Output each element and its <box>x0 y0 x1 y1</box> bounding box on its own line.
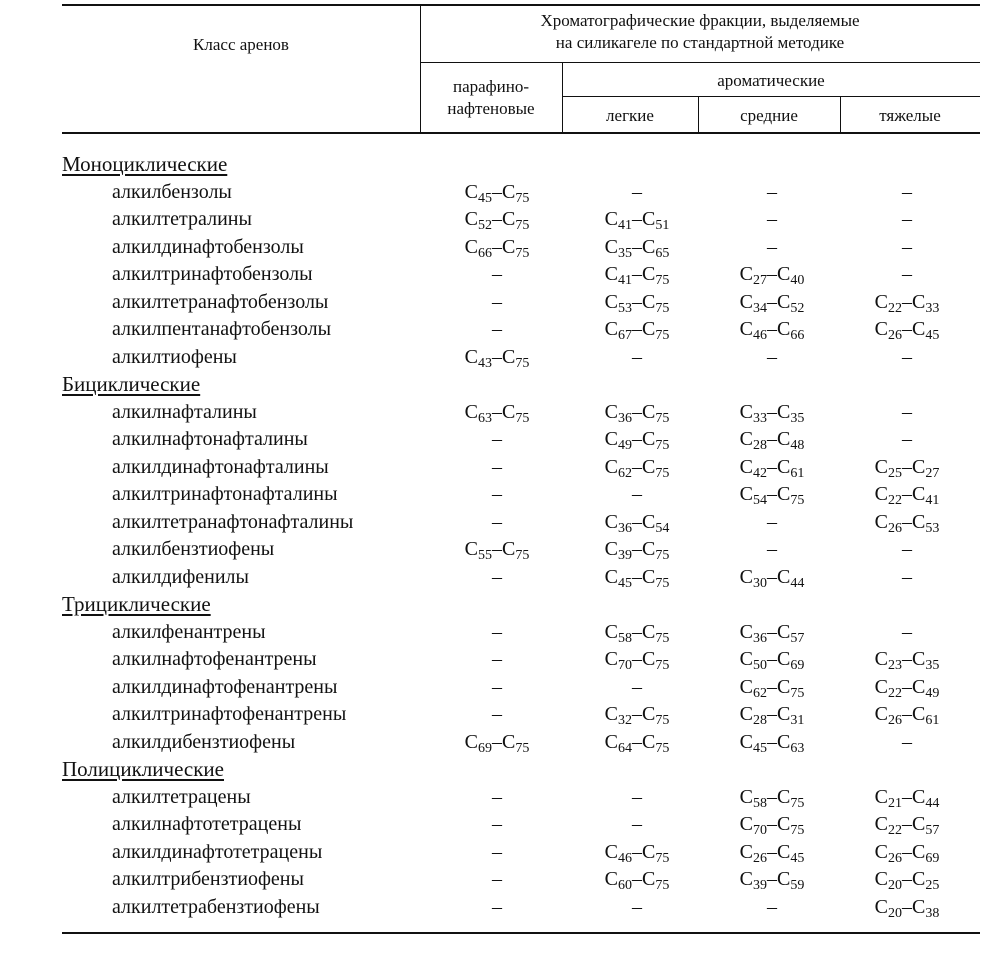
arenes-fraction-table <box>62 4 980 944</box>
table-row <box>62 646 980 673</box>
fraction-cell: – <box>632 895 642 918</box>
table-row <box>62 674 980 701</box>
fraction-cell: $C_{58}-C_{75}$ <box>739 785 805 811</box>
arene-class-name: алкилтетрацены <box>112 785 251 808</box>
fraction-cell: $C_{36}-C_{54}$ <box>604 510 670 536</box>
table-row <box>62 564 980 591</box>
arene-class-name: алкилфенантрены <box>112 620 266 643</box>
fraction-cell: – <box>492 840 502 863</box>
fraction-cell: – <box>492 785 502 808</box>
fraction-cell: $C_{26}-C_{45}$ <box>874 318 940 343</box>
fraction-cell: – <box>492 675 502 698</box>
fraction-cell: $C_{35}-C_{65}$ <box>604 235 670 261</box>
fraction-cell: – <box>767 345 777 368</box>
table-row <box>62 784 980 811</box>
fraction-cell: – <box>492 510 502 533</box>
fraction-cell: – <box>902 538 912 560</box>
table-row <box>62 399 980 426</box>
fraction-cell: $C_{22}-C_{41}$ <box>874 483 940 508</box>
fraction-cell: $C_{45}-C_{75}$ <box>464 180 530 206</box>
table-row <box>62 866 980 893</box>
group-title: Моноциклические <box>62 152 228 176</box>
fraction-cell: – <box>632 180 642 203</box>
fraction-cell: – <box>632 785 642 808</box>
table-row <box>62 234 980 261</box>
group-title: Трициклические <box>62 592 211 616</box>
arene-class-name: алкилнафтотетрацены <box>112 813 302 835</box>
table-row <box>62 179 980 206</box>
fraction-cell: – <box>492 483 502 505</box>
fraction-cell: – <box>902 730 912 753</box>
arene-class-name: алкилбензтиофены <box>112 538 275 560</box>
fraction-cell: – <box>492 565 502 588</box>
table-row <box>62 619 980 646</box>
table-row <box>62 344 980 371</box>
header-fractions-title-line2: на силикагеле по стандартной методике <box>555 33 845 52</box>
arene-class-name: алкилтетранафтобензолы <box>112 290 329 313</box>
header-paraffin-line2: нафтеновые <box>447 99 535 118</box>
arene-class-name: алкилнафталины <box>112 400 257 423</box>
fraction-cell: $C_{45}-C_{75}$ <box>604 565 670 591</box>
fraction-cell: $C_{28}-C_{48}$ <box>739 428 805 453</box>
fraction-cell: – <box>492 455 502 478</box>
fraction-cell: $C_{55}-C_{75}$ <box>464 538 530 563</box>
header-bottom-rule <box>62 132 980 134</box>
table-row <box>62 426 980 453</box>
table-row <box>62 206 980 233</box>
fraction-cell: $C_{50}-C_{69}$ <box>739 648 805 673</box>
fraction-cell: – <box>492 263 502 285</box>
fraction-cell: – <box>492 428 502 450</box>
header-paraffin-line1: парафино- <box>452 77 530 96</box>
fraction-cell: – <box>767 510 777 533</box>
arene-class-name: алкилдинафтобензолы <box>112 235 304 258</box>
group-title: Бициклические <box>62 372 201 396</box>
fraction-cell: – <box>492 620 502 643</box>
arene-class-name: алкилнафтонафталины <box>112 428 308 450</box>
fraction-cell: $C_{60}-C_{75}$ <box>604 868 670 893</box>
table-bottom-rule <box>62 932 980 934</box>
fraction-cell: – <box>902 345 912 368</box>
fraction-cell: $C_{69}-C_{75}$ <box>464 730 530 756</box>
fraction-cell: $C_{46}-C_{75}$ <box>604 840 670 866</box>
fraction-cell: – <box>632 813 642 835</box>
fraction-cell: – <box>767 235 777 258</box>
fraction-cell: $C_{26}-C_{69}$ <box>874 840 940 866</box>
fraction-cell: $C_{26}-C_{53}$ <box>874 510 940 536</box>
arene-class-name: алкилтетранафтонафталины <box>112 510 354 533</box>
fraction-cell: $C_{36}-C_{75}$ <box>604 400 670 426</box>
fraction-cell: – <box>767 895 777 918</box>
fraction-cell: – <box>632 675 642 698</box>
fraction-cell: $C_{21}-C_{44}$ <box>874 785 940 811</box>
fraction-cell: $C_{25}-C_{27}$ <box>874 455 940 481</box>
table-row <box>62 261 980 288</box>
fraction-cell: $C_{53}-C_{75}$ <box>604 290 670 316</box>
fraction-cell: – <box>492 290 502 313</box>
fraction-cell: $C_{46}-C_{66}$ <box>739 318 805 343</box>
fraction-cell: – <box>767 180 777 203</box>
fraction-cell: $C_{42}-C_{61}$ <box>739 455 805 481</box>
fraction-cell: $C_{52}-C_{75}$ <box>464 208 530 233</box>
fraction-cell: $C_{41}-C_{75}$ <box>604 263 670 288</box>
fraction-cell: – <box>902 428 912 450</box>
fraction-cell: $C_{33}-C_{35}$ <box>739 400 805 426</box>
fraction-cell: $C_{20}-C_{38}$ <box>874 895 940 921</box>
fraction-cell: – <box>902 263 912 285</box>
arene-class-name: алкилтетралины <box>112 208 252 230</box>
fraction-cell: $C_{20}-C_{25}$ <box>874 868 940 893</box>
fraction-cell: $C_{34}-C_{52}$ <box>739 290 805 316</box>
fraction-cell: – <box>492 703 502 725</box>
fraction-cell: $C_{62}-C_{75}$ <box>739 675 805 701</box>
fraction-cell: – <box>902 400 912 423</box>
arene-class-name: алкилпентанафтобензолы <box>112 318 332 340</box>
fraction-cell: $C_{58}-C_{75}$ <box>604 620 670 646</box>
header-medium: средние <box>740 106 798 125</box>
table-row <box>62 454 980 481</box>
arene-class-name: алкилтетрабензтиофены <box>112 895 320 918</box>
fraction-cell: $C_{70}-C_{75}$ <box>739 813 805 838</box>
fraction-cell: $C_{64}-C_{75}$ <box>604 730 670 756</box>
header-aromatic: ароматические <box>717 71 825 90</box>
table-row <box>62 729 980 756</box>
fraction-cell: $C_{27}-C_{40}$ <box>739 263 805 288</box>
arene-class-name: алкилдинафтонафталины <box>112 455 329 478</box>
fraction-cell: – <box>902 180 912 203</box>
fraction-cell: $C_{22}-C_{57}$ <box>874 813 940 838</box>
fraction-cell: – <box>492 868 502 890</box>
arene-class-name: алкилнафтофенантрены <box>112 648 317 670</box>
header-divider-horizontal <box>562 96 980 97</box>
arene-class-name: алкилтрибензтиофены <box>112 868 304 890</box>
fraction-cell: $C_{22}-C_{33}$ <box>874 290 940 316</box>
fraction-cell: $C_{32}-C_{75}$ <box>604 703 670 728</box>
arene-class-name: алкилдинафтофенантрены <box>112 675 338 698</box>
fraction-cell: – <box>767 538 777 560</box>
fraction-cell: $C_{66}-C_{75}$ <box>464 235 530 261</box>
fraction-cell: – <box>632 345 642 368</box>
fraction-cell: $C_{22}-C_{49}$ <box>874 675 940 701</box>
fraction-cell: – <box>492 318 502 340</box>
table-row <box>62 811 980 838</box>
table-row <box>62 289 980 316</box>
arene-class-name: алкилтринафтофенантрены <box>112 703 347 725</box>
fraction-cell: $C_{70}-C_{75}$ <box>604 648 670 673</box>
arene-class-name: алкилтринафтонафталины <box>112 483 338 505</box>
fraction-cell: $C_{23}-C_{35}$ <box>874 648 940 673</box>
header-class-label: Класс аренов <box>193 35 289 54</box>
fraction-cell: $C_{43}-C_{75}$ <box>464 345 530 371</box>
table-top-rule <box>62 4 980 6</box>
fraction-cell: $C_{39}-C_{59}$ <box>739 868 805 893</box>
table-row <box>62 839 980 866</box>
fraction-cell: $C_{36}-C_{57}$ <box>739 620 805 646</box>
table-row <box>62 509 980 536</box>
header-heavy: тяжелые <box>879 106 941 125</box>
header-paraffin <box>420 76 562 120</box>
fraction-cell: – <box>767 208 777 230</box>
fraction-cell: $C_{67}-C_{75}$ <box>604 318 670 343</box>
fraction-cell: $C_{26}-C_{61}$ <box>874 703 940 728</box>
fraction-cell: $C_{62}-C_{75}$ <box>604 455 670 481</box>
fraction-cell: – <box>492 895 502 918</box>
fraction-cell: – <box>902 235 912 258</box>
fraction-cell: $C_{28}-C_{31}$ <box>739 703 805 728</box>
fraction-cell: $C_{39}-C_{75}$ <box>604 538 670 563</box>
fraction-cell: – <box>632 483 642 505</box>
fraction-cell: – <box>902 620 912 643</box>
arene-class-name: алкилбензолы <box>112 180 232 203</box>
arene-class-name: алкилдинафтотетрацены <box>112 840 323 863</box>
fraction-cell: $C_{63}-C_{75}$ <box>464 400 530 426</box>
arene-class-name: алкилтринафтобензолы <box>112 263 313 285</box>
table-row <box>62 701 980 728</box>
arene-class-name: алкилдифенилы <box>112 565 249 588</box>
fraction-cell: – <box>492 813 502 835</box>
fraction-cell: $C_{41}-C_{51}$ <box>604 208 670 233</box>
fraction-cell: – <box>492 648 502 670</box>
fraction-cell: $C_{49}-C_{75}$ <box>604 428 670 453</box>
arene-class-name: алкилдибензтиофены <box>112 730 296 753</box>
fraction-cell: $C_{30}-C_{44}$ <box>739 565 805 591</box>
header-fractions-title-line1: Хроматографические фракции, выделяемые <box>540 11 860 30</box>
table-row <box>62 316 980 343</box>
header-fractions-title <box>420 10 980 54</box>
fraction-cell: $C_{26}-C_{45}$ <box>739 840 805 866</box>
fraction-cell: – <box>902 565 912 588</box>
table-row <box>62 536 980 563</box>
header-divider-horizontal <box>420 62 980 63</box>
arene-class-name: алкилтиофены <box>112 345 237 368</box>
fraction-cell: – <box>902 208 912 230</box>
table-row <box>62 481 980 508</box>
fraction-cell: $C_{45}-C_{63}$ <box>739 730 805 756</box>
table-row <box>62 894 980 921</box>
header-light: легкие <box>606 106 654 125</box>
fraction-cell: $C_{54}-C_{75}$ <box>739 483 805 508</box>
group-title: Полициклические <box>62 757 224 781</box>
